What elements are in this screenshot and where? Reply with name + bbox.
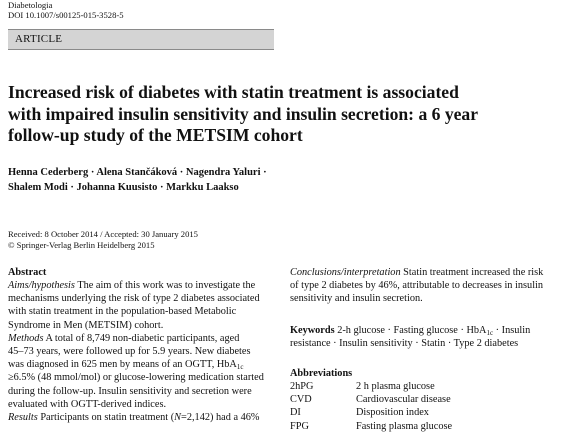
hba1c-subscript: 1c xyxy=(486,329,494,337)
keywords-line xyxy=(290,324,530,337)
abbreviation-definition: Fasting plasma glucose xyxy=(356,420,453,432)
author-line: Shalem Modi · Johanna Kuusisto · Markku Laakso xyxy=(8,182,239,193)
abbreviation-term: DI xyxy=(290,407,301,419)
aims-line xyxy=(8,279,264,292)
copyright-line: © Springer-Verlag Berlin Heidelberg 2015 xyxy=(8,239,155,250)
paper-title xyxy=(8,82,478,147)
title-line: Increased risk of diabetes with statin treatment is associated xyxy=(8,82,459,102)
abbreviations-heading: Abbreviations xyxy=(290,368,353,379)
author-list xyxy=(8,165,267,195)
results-n: N xyxy=(174,412,182,424)
results-text: =2,142) had a 46% xyxy=(181,412,260,424)
keywords-label: Keywords xyxy=(290,325,335,336)
keywords-text: 2-h glucose · Fasting glucose · HbA xyxy=(334,325,487,336)
abbreviation-definition: Disposition index xyxy=(356,407,429,419)
keywords-paragraph xyxy=(290,324,530,350)
journal-name: Diabetologia xyxy=(8,0,53,10)
conclusions-line: of type 2 diabetes by 46%, attributable to decreases in insulin xyxy=(290,280,544,292)
keywords-line: resistance · Insulin sensitivity · Statin · Type 2 diabetes xyxy=(290,338,519,350)
conclusions-line: sensitivity and insulin secretion. xyxy=(290,293,423,305)
aims-label: Aims/hypothesis xyxy=(8,280,75,291)
methods-line xyxy=(8,332,264,345)
aims-line: with statin treatment in the population-based Metabolic xyxy=(8,306,237,318)
abbreviation-term: CVD xyxy=(290,394,312,406)
abbreviation-term: 2hPG xyxy=(290,381,314,392)
doi-line: DOI 10.1007/s00125-015-3528-5 xyxy=(8,10,124,20)
methods-line: evaluated with OGTT-derived indices. xyxy=(8,398,167,410)
abstract-heading: Abstract xyxy=(8,267,47,278)
author-line: Henna Cederberg · Alena Stančáková · Nagendra Yaluri · xyxy=(8,167,267,178)
publication-dates xyxy=(8,229,198,250)
methods-line: during the follow-up. Insulin sensitivity and secretion were xyxy=(8,385,252,397)
conclusions-line xyxy=(290,266,543,279)
keywords-text: · Insulin xyxy=(493,325,531,336)
abstract-body xyxy=(8,279,264,424)
article-type-bar xyxy=(8,29,274,50)
aims-text: The aim of this work was to investigate the xyxy=(74,280,256,291)
methods-text: A total of 8,749 non-diabetic participants, aged xyxy=(43,332,240,344)
methods-text: was diagnosed in 625 men by means of an OGTT, HbA xyxy=(8,359,237,371)
methods-line: ≥6.5% (48 mmol/mol) or glucose-lowering medication started xyxy=(8,372,264,384)
title-line: follow-up study of the METSIM cohort xyxy=(8,125,303,145)
aims-line: Syndrome in Men (METSIM) cohort. xyxy=(8,319,164,331)
hba1c-subscript: 1c xyxy=(236,363,244,372)
conclusions-text: Statin treatment increased the risk xyxy=(400,267,544,278)
aims-line: mechanisms underlying the risk of type 2 diabetes associated xyxy=(8,293,260,305)
abbreviation-term: FPG xyxy=(290,420,309,432)
conclusions-label: Conclusions/interpretation xyxy=(290,267,401,278)
results-label: Results xyxy=(8,412,38,424)
methods-line xyxy=(8,358,264,371)
results-text: Participants on statin treatment ( xyxy=(37,412,175,424)
methods-line: 45–73 years, were followed up for 5.9 years. New diabetes xyxy=(8,346,251,358)
abbreviation-definition: Cardiovascular disease xyxy=(356,394,451,406)
abbreviation-definition: 2 h plasma glucose xyxy=(356,381,435,392)
methods-label: Methods xyxy=(8,332,44,344)
conclusions-paragraph xyxy=(290,266,543,306)
article-type-label: ARTICLE xyxy=(15,33,63,45)
received-accepted-line: Received: 8 October 2014 / Accepted: 30 January 2015 xyxy=(8,229,198,239)
title-line: with impaired insulin sensitivity and insulin secretion: a 6 year xyxy=(8,103,479,124)
results-line xyxy=(8,411,264,424)
